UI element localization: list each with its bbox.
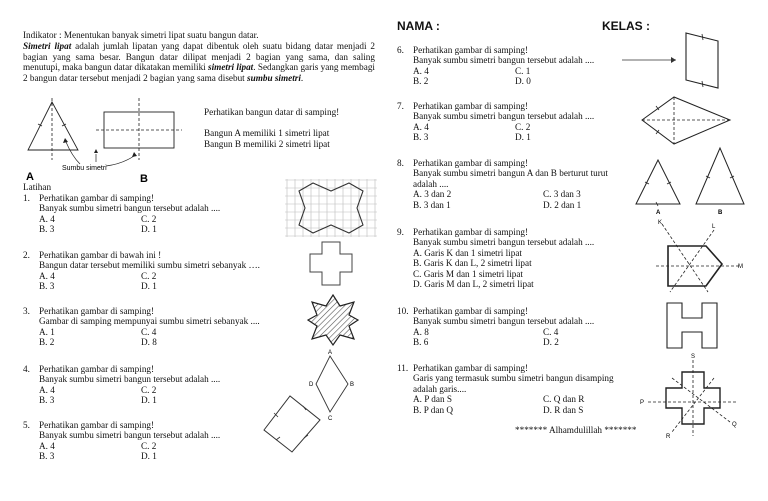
pentagon-figure: [652, 216, 752, 298]
option-b[interactable]: B. 3 dan 1: [413, 199, 451, 210]
option-a[interactable]: A. 4: [413, 65, 429, 76]
question-line-1: Perhatikan gambar di bawah ini !: [39, 250, 162, 260]
option-c[interactable]: C. 4: [141, 326, 157, 337]
question-line-2: Bangun datar tersebut memiliki sumbu simetri sebanyak ….: [39, 260, 260, 271]
question-line-3: adalah garis....: [413, 383, 467, 394]
option-d[interactable]: D. 0: [515, 76, 531, 87]
question-line-2: Banyak sumbu simetri bangun A dan B berturut turut: [413, 168, 608, 179]
option-a[interactable]: A. 4: [39, 270, 55, 281]
question-11: [397, 363, 647, 419]
option-d[interactable]: D. 2 dan 1: [543, 199, 582, 210]
option-b[interactable]: B. 3: [39, 224, 55, 235]
option-d[interactable]: D. 8: [141, 337, 157, 348]
axis-label: Sumbu simetri: [62, 165, 107, 172]
intro-text-3: .: [300, 72, 304, 83]
question-number: 1.: [23, 193, 30, 203]
option-a[interactable]: A. 1: [39, 326, 55, 337]
pent-label-m: M: [738, 264, 743, 270]
question-line-2: Banyak sumbu simetri bangun tersebut adalah ....: [413, 237, 595, 248]
option-d[interactable]: D. 1: [141, 451, 157, 462]
question-line-2: Banyak sumbu simetri bangun tersebut adalah ....: [39, 203, 221, 214]
option-c[interactable]: C. 2: [141, 440, 157, 451]
question-line-2: Gambar di samping mempunyai sumbu simetri sebanyak ....: [39, 316, 260, 327]
option-a[interactable]: A. Garis K dan 1 simetri lipat: [413, 247, 522, 258]
question-8: [397, 158, 647, 214]
question-line-2: Banyak sumbu simetri bangun tersebut adalah ....: [39, 430, 221, 441]
arrow-icon: [671, 57, 676, 63]
label-b: B: [140, 173, 148, 184]
option-b[interactable]: B. 2: [39, 337, 55, 348]
cross-figure: [638, 352, 748, 442]
option-a[interactable]: A. 4: [413, 121, 429, 132]
option-a[interactable]: A. 8: [413, 326, 429, 337]
parallelogram-figure: [618, 30, 728, 92]
grid-shape-figure: [285, 179, 377, 237]
option-d[interactable]: D. 1: [515, 132, 531, 143]
kelas-label: KELAS :: [602, 19, 650, 33]
example-line-a: Bangun A memiliki 1 simetri lipat: [204, 128, 330, 138]
question-number: 11.: [397, 363, 409, 373]
option-a[interactable]: A. 3 dan 2: [413, 189, 452, 200]
question-10: [397, 306, 637, 352]
question-line-3: adalah ....: [413, 178, 449, 189]
option-c[interactable]: C. 1: [515, 65, 531, 76]
kite-label-a: A: [328, 350, 333, 356]
question-number: 6.: [397, 45, 404, 55]
plus-shape-figure: [306, 240, 356, 288]
option-d[interactable]: D. 1: [141, 281, 157, 292]
question-number: 7.: [397, 101, 404, 111]
option-b[interactable]: B. 3: [39, 281, 55, 292]
option-c[interactable]: C. Q dan R: [543, 394, 585, 405]
cross-label-s: S: [691, 354, 696, 360]
indicator: Indikator : Menentukan banyak simetri lipat suatu bangun datar.: [23, 30, 259, 40]
question-7: [397, 101, 637, 147]
option-b[interactable]: B. 3: [39, 395, 55, 406]
cross-label-q: Q: [732, 422, 737, 428]
intro-text-1: adalah jumlah lipatan yang dapat dibentuk oleh suatu bidang datar menjadi 2 bagian yang sama besar. Bangun datar dilipat menjadi 2 bagian yang sama, dan saling menutupi, maka bangun datar dikatakan memiliki: [23, 41, 375, 73]
question-number: 10.: [397, 306, 409, 316]
option-a[interactable]: A. 4: [39, 440, 55, 451]
h-shape-figure: [664, 300, 724, 352]
option-b[interactable]: B. P dan Q: [413, 404, 453, 415]
kite-label-b: B: [350, 382, 355, 388]
question-line-2: Banyak sumbu simetri bangun tersebut adalah ....: [39, 374, 221, 385]
question-line-2: Garis yang termasuk sumbu simetri bangun disamping: [413, 373, 614, 384]
option-d[interactable]: D. Garis M dan L, 2 simetri lipat: [413, 279, 534, 290]
rectangle-b-shape: [96, 98, 182, 160]
option-b[interactable]: B. 3: [413, 132, 429, 143]
term-simetri-lipat: Simetri lipat: [23, 41, 72, 51]
question-2: [23, 250, 303, 300]
tilted-square-figure: [256, 390, 326, 456]
intro-text-2: . Sedangkan garis yang membagi 2 bangun datar tersebut menjadi 2 bagian yang sama disebut: [23, 62, 375, 83]
option-d[interactable]: D. 1: [141, 224, 157, 235]
example-line-b: Bangun B memiliki 2 simetri lipat: [204, 139, 330, 149]
question-9: [397, 227, 637, 293]
question-line-1: Perhatikan gambar di samping!: [413, 45, 529, 55]
question-3: [23, 306, 303, 356]
option-a[interactable]: A. P dan S: [413, 394, 452, 405]
example-prompt: Perhatikan bangun datar di samping!: [204, 107, 340, 117]
option-c[interactable]: C. 2: [141, 213, 157, 224]
kite-label-c: C: [328, 416, 333, 422]
triangles-figure: [632, 146, 748, 216]
option-c[interactable]: C. 2: [515, 121, 531, 132]
option-d[interactable]: D. R dan S: [543, 404, 584, 415]
question-line-1: Perhatikan gambar di samping!: [413, 158, 529, 168]
tri-label-b: B: [718, 210, 723, 216]
question-line-2: Banyak sumbu simetri bangun tersebut adalah ....: [413, 111, 595, 122]
question-number: 4.: [23, 364, 30, 374]
question-line-1: Perhatikan gambar di samping!: [39, 306, 155, 316]
example-figure: [22, 98, 182, 184]
cross-label-p: P: [640, 400, 645, 406]
star-octagon-figure: [306, 293, 360, 347]
rhombus-figure: [636, 94, 736, 148]
question-number: 3.: [23, 306, 30, 316]
intro-paragraph: [23, 41, 375, 83]
option-a[interactable]: A. 4: [39, 213, 55, 224]
option-b[interactable]: B. 2: [413, 76, 429, 87]
option-c[interactable]: C. Garis M dan 1 simetri lipat: [413, 268, 523, 279]
question-line-1: Perhatikan gambar di samping!: [413, 227, 529, 237]
option-d[interactable]: D. 2: [543, 337, 559, 348]
tri-label-a: A: [656, 210, 661, 216]
label-a: A: [26, 171, 34, 183]
question-line-1: Perhatikan gambar di samping!: [39, 364, 155, 374]
question-number: 2.: [23, 250, 30, 260]
question-number: 5.: [23, 420, 30, 430]
option-b[interactable]: B. 6: [413, 337, 429, 348]
latihan-heading: Latihan: [23, 182, 52, 192]
question-number: 8.: [397, 158, 404, 168]
kite-label-d: D: [309, 382, 314, 388]
question-line-1: Perhatikan gambar di samping!: [39, 193, 155, 203]
question-line-2: Banyak sumbu simetri bangun tersebut adalah ....: [413, 55, 595, 66]
option-d[interactable]: D. 1: [141, 395, 157, 406]
term-sumbu-simetri: sumbu simetri: [247, 72, 301, 83]
option-c[interactable]: C. 3 dan 3: [543, 189, 581, 200]
question-line-1: Perhatikan gambar di samping!: [39, 420, 155, 430]
term-simetri-lipat-2: simetri lipat: [208, 62, 254, 73]
question-line-2: Banyak sumbu simetri bangun tersebut adalah ....: [413, 316, 595, 327]
option-c[interactable]: C. 2: [141, 270, 157, 281]
question-number: 9.: [397, 227, 404, 237]
question-line-1: Perhatikan gambar di samping!: [413, 306, 529, 316]
option-c[interactable]: C. 2: [141, 384, 157, 395]
question-line-1: Perhatikan gambar di samping!: [413, 363, 529, 373]
option-c[interactable]: C. 4: [543, 326, 559, 337]
footer-text: ******* Alhamdulillah *******: [515, 425, 637, 435]
question-1: [23, 193, 283, 243]
option-b[interactable]: B. 3: [39, 451, 55, 462]
option-b[interactable]: B. Garis K dan L, 2 simetri lipat: [413, 258, 532, 269]
cross-label-r: R: [666, 434, 671, 440]
option-a[interactable]: A. 4: [39, 384, 55, 395]
question-6: [397, 45, 637, 91]
pent-label-k: K: [658, 220, 663, 226]
pent-label-l: L: [712, 224, 716, 230]
question-line-1: Perhatikan gambar di samping!: [413, 101, 529, 111]
nama-label: NAMA :: [397, 19, 440, 33]
